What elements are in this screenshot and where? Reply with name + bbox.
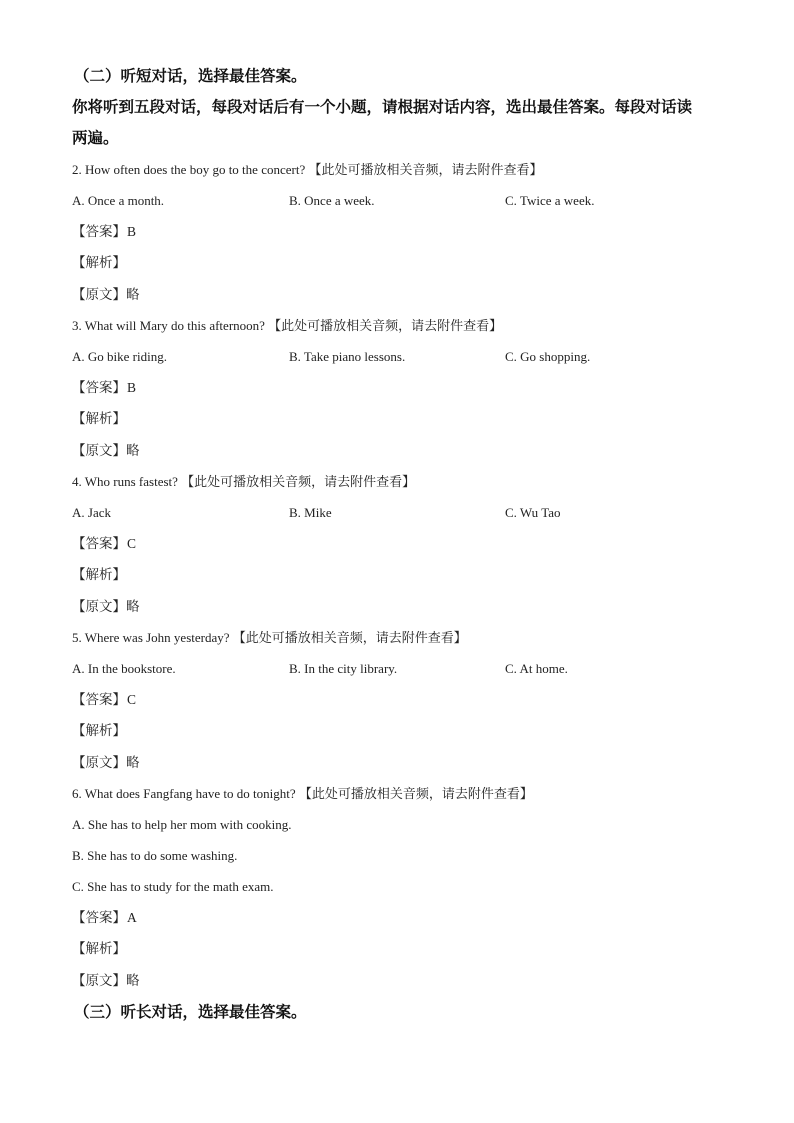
original-value: 略	[126, 443, 140, 459]
analysis-label: 【解析】	[72, 411, 126, 427]
answer-row	[72, 223, 136, 241]
original-row	[72, 972, 140, 990]
original-row	[72, 442, 140, 460]
question-6	[72, 785, 533, 804]
audio-note[interactable]: 【此处可播放相关音频，请去附件查看】	[298, 787, 533, 802]
analysis-label: 【解析】	[72, 723, 126, 739]
original-label: 【原文】	[72, 973, 126, 989]
question-3	[72, 317, 502, 336]
option-b: B. Mike	[289, 505, 332, 520]
answer-value: A	[127, 910, 137, 925]
option-c: C. Twice a week.	[505, 193, 595, 208]
option-c: C. Go shopping.	[505, 349, 591, 364]
original-row	[72, 598, 140, 616]
answer-row	[72, 379, 136, 397]
answer-label: 【答案】	[72, 692, 126, 708]
option-a: A. Jack	[72, 505, 111, 520]
analysis-label: 【解析】	[72, 255, 126, 271]
option-b: B. In the city library.	[289, 661, 398, 676]
option-c: C. At home.	[505, 661, 568, 676]
question-2	[72, 161, 542, 180]
section-instruction-line1: 你将听到五段对话，每段对话后有一个小题，请根据对话内容，选出最佳答案。每段对话读	[72, 97, 693, 116]
answer-label: 【答案】	[72, 536, 126, 552]
original-label: 【原文】	[72, 755, 126, 771]
question-text: 6. What does Fangfang have to do tonight?	[72, 786, 296, 801]
original-value: 略	[126, 973, 140, 989]
section-heading: （三）听长对话，选择最佳答案。	[74, 1002, 307, 1021]
original-label: 【原文】	[72, 287, 126, 303]
question-4	[72, 473, 415, 492]
analysis-label: 【解析】	[72, 567, 126, 583]
answer-value: B	[127, 380, 137, 395]
option-a: A. Once a month.	[72, 193, 165, 208]
option-a: A. She has to help her mom with cooking.	[72, 817, 292, 832]
original-value: 略	[126, 599, 140, 615]
original-value: 略	[126, 755, 140, 771]
audio-note[interactable]: 【此处可播放相关音频，请去附件查看】	[181, 475, 416, 490]
answer-value: B	[127, 224, 137, 239]
audio-note[interactable]: 【此处可播放相关音频，请去附件查看】	[268, 319, 503, 334]
answer-row	[72, 909, 137, 927]
option-a: A. Go bike riding.	[72, 349, 167, 364]
section-heading: （二）听短对话，选择最佳答案。	[74, 66, 307, 85]
answer-row	[72, 535, 136, 553]
answer-value: C	[127, 536, 137, 551]
question-text: 5. Where was John yesterday?	[72, 630, 230, 645]
answer-value: C	[127, 692, 137, 707]
question-text: 4. Who runs fastest?	[72, 474, 178, 489]
option-c: C. She has to study for the math exam.	[72, 879, 274, 894]
original-row	[72, 286, 140, 304]
question-5	[72, 629, 467, 648]
answer-label: 【答案】	[72, 380, 126, 396]
option-b: B. Once a week.	[289, 193, 375, 208]
option-b: B. Take piano lessons.	[289, 349, 406, 364]
option-c: C. Wu Tao	[505, 505, 561, 520]
question-text: 3. What will Mary do this afternoon?	[72, 318, 265, 333]
answer-label: 【答案】	[72, 910, 126, 926]
audio-note[interactable]: 【此处可播放相关音频，请去附件查看】	[308, 163, 543, 178]
answer-label: 【答案】	[72, 224, 126, 240]
option-a: A. In the bookstore.	[72, 661, 176, 676]
audio-note[interactable]: 【此处可播放相关音频，请去附件查看】	[232, 631, 467, 646]
analysis-label: 【解析】	[72, 941, 126, 957]
option-b: B. She has to do some washing.	[72, 848, 238, 863]
original-row	[72, 754, 140, 772]
original-label: 【原文】	[72, 599, 126, 615]
question-text: 2. How often does the boy go to the concert?	[72, 162, 306, 177]
original-value: 略	[126, 287, 140, 303]
answer-row	[72, 691, 136, 709]
section-instruction-line2: 两遍。	[72, 128, 119, 147]
original-label: 【原文】	[72, 443, 126, 459]
